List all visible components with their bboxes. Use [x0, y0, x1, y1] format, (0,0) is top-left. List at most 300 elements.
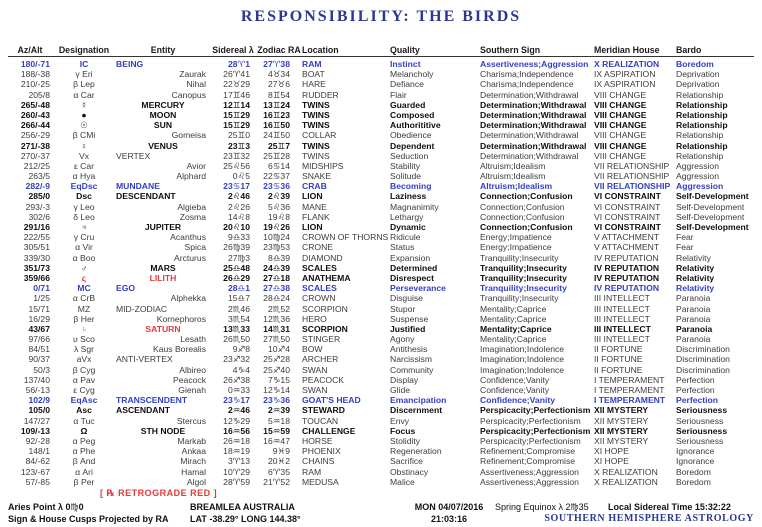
meridian-house-cell: IV REPUTATION — [594, 262, 660, 273]
bardo-cell: Boredom — [676, 466, 711, 477]
designation-cell: α CrB — [72, 293, 96, 304]
designation-cell: ε Car — [73, 160, 95, 171]
entity-cell: Stercus — [176, 415, 206, 426]
designation-cell: Vx — [78, 150, 90, 161]
table-row — [8, 212, 754, 222]
table-row — [8, 344, 754, 354]
southern-sign-cell: Tranquility;Insecurity — [480, 283, 567, 294]
zodiac-ra-cell: 4♉34 — [267, 69, 290, 80]
southern-sign-cell: Perspicacity;Perfectionism — [480, 415, 581, 426]
entity-cell: BEING — [116, 59, 144, 69]
quality-cell: Laziness — [390, 191, 427, 202]
location-cell: TWINS — [302, 99, 330, 110]
bardo-cell: Relationship — [676, 89, 724, 100]
bardo-cell: Discrimination — [676, 354, 730, 365]
southern-sign-cell: Determination;Withdrawal — [480, 140, 587, 151]
location-cell: GOAT'S HEAD — [302, 395, 361, 406]
sidereal-cell: 15♊29 — [223, 120, 250, 131]
entity-cell: VENUS — [148, 140, 178, 151]
quality-cell: Dynamic — [390, 222, 426, 232]
azalt-cell: 359/66 — [23, 272, 50, 283]
azalt-cell: 56/-13 — [25, 385, 50, 395]
southern-sign-cell: Charisma;Independence — [480, 79, 574, 90]
meridian-house-cell: III INTELLECT — [594, 323, 651, 334]
table-row — [8, 120, 754, 130]
designation-cell: ε Cyg — [73, 385, 95, 395]
entity-cell: Nihal — [186, 79, 206, 90]
table-row — [8, 202, 754, 212]
aries-point-value: λ 0♍0 — [58, 502, 84, 512]
southern-sign-cell: Altruism;Idealism — [480, 171, 546, 182]
azalt-cell: 282/-9 — [25, 181, 50, 192]
table-row — [8, 365, 754, 375]
quality-cell: Obstinacy — [390, 466, 429, 477]
zodiac-ra-cell: 7♑15 — [267, 374, 290, 385]
azalt-cell: 16/29 — [28, 313, 50, 324]
table-row — [8, 110, 754, 120]
sidereal-cell: 12♊14 — [223, 99, 250, 110]
table-row — [8, 79, 754, 89]
quality-cell: Suspense — [390, 313, 429, 324]
sidereal-cell: 26♍39 — [223, 242, 250, 253]
quality-cell: Stability — [390, 160, 421, 171]
designation-cell: β Lep — [73, 79, 95, 90]
southern-sign-cell: Energy;Impatience — [480, 242, 552, 253]
sidereal-cell: 23♑17 — [223, 395, 250, 406]
table-row — [8, 263, 754, 273]
sidereal-cell: 3♏54 — [227, 313, 250, 324]
azalt-cell: 148/1 — [28, 446, 50, 457]
designation-cell: γ Leo — [73, 201, 95, 212]
location-cell: CRAB — [302, 181, 327, 192]
azalt-cell: 84/-62 — [25, 456, 50, 467]
southern-sign-cell: Mentality;Caprice — [480, 303, 547, 314]
meridian-house-cell: III INTELLECT — [594, 313, 650, 324]
bardo-cell: Discrimination — [676, 364, 730, 375]
southern-sign-cell: Determination;Withdrawal — [480, 99, 587, 110]
aries-point-label: Aries Point — [8, 502, 56, 512]
quality-cell: Disrespect — [390, 272, 434, 283]
meridian-house-cell: I TEMPERAMENT — [594, 395, 666, 406]
entity-cell: Canopus — [171, 89, 206, 100]
meridian-house-cell: VI CONSTRAINT — [594, 201, 661, 212]
designation-cell: IC — [79, 59, 89, 69]
table-row — [8, 141, 754, 151]
zodiac-ra-cell: 19♌26 — [263, 222, 290, 232]
southern-sign-cell: Connection;Confusion — [480, 211, 565, 222]
azalt-cell: 222/55 — [23, 232, 50, 243]
entity-cell: Mirach — [180, 456, 206, 467]
location-cell: MEDUSA — [302, 476, 339, 487]
azalt-cell: 260/-43 — [20, 109, 50, 120]
zodiac-ra-cell: 6♋14 — [267, 160, 290, 171]
southern-sign-cell: Mentality;Caprice — [480, 313, 547, 324]
table-row — [8, 253, 754, 263]
quality-cell: Justified — [390, 323, 426, 334]
zodiac-ra-cell: 27♎38 — [263, 283, 290, 294]
entity-cell: DESCENDANT — [116, 191, 176, 202]
bardo-cell: Self-Development — [676, 222, 749, 232]
entity-cell: STH NODE — [140, 425, 186, 436]
azalt-cell: 351/73 — [23, 262, 50, 273]
sidereal-cell: 13♏33 — [223, 323, 250, 334]
location-cell: TWINS — [302, 109, 330, 120]
zodiac-ra-cell: 22♋37 — [263, 171, 290, 182]
quality-cell: Antithesis — [390, 344, 428, 355]
azalt-cell: 302/6 — [28, 211, 50, 222]
sidereal-cell: 0♌5 — [232, 171, 250, 182]
bardo-cell: Deprivation — [676, 69, 720, 80]
entity-cell: Zaurak — [179, 69, 206, 80]
table-body — [8, 59, 754, 487]
entity-cell: LILITH — [149, 272, 177, 283]
quality-cell: Stupor — [390, 303, 416, 314]
entity-cell: Ankaa — [181, 446, 206, 457]
location-cell: LION — [302, 222, 323, 232]
table-row — [8, 222, 754, 232]
entity-cell: EGO — [116, 283, 136, 294]
sidereal-cell: 17♊46 — [223, 89, 250, 100]
sidereal-cell: 12♑29 — [223, 415, 250, 426]
azalt-cell: 1/25 — [33, 293, 50, 304]
bardo-cell: Relativity — [676, 283, 715, 294]
southern-sign-cell: Confidence;Vanity — [480, 385, 550, 395]
location-cell: BOW — [302, 344, 323, 355]
bardo-cell: Aggression — [676, 171, 719, 182]
bardo-cell: Self-Development — [676, 201, 745, 212]
table-row — [8, 191, 754, 201]
entity-cell: Gomeisa — [171, 130, 206, 141]
sidereal-cell: 26♒18 — [223, 435, 250, 446]
azalt-cell: 109/-13 — [20, 425, 50, 436]
bardo-cell: Discrimination — [676, 344, 730, 355]
entity-cell: Kaus Borealis — [152, 344, 206, 355]
southern-sign-cell: Tranquility;Insecurity — [480, 252, 559, 263]
meridian-house-cell: XI HOPE — [594, 456, 629, 467]
designation-cell: α Car — [73, 89, 95, 100]
entity-cell: Zosma — [179, 211, 206, 222]
bardo-cell: Relationship — [676, 130, 724, 141]
bardo-cell: Perfection — [676, 385, 715, 395]
meridian-house-cell: III INTELLECT — [594, 303, 650, 314]
location-cell: TWINS — [302, 140, 330, 151]
quality-cell: Stolidity — [390, 435, 421, 446]
retrograde-legend: [ ℞ RETROGRADE RED ] — [100, 488, 218, 498]
sidereal-cell: 26♎29 — [223, 272, 250, 283]
sidereal-cell: 26♐38 — [223, 374, 250, 385]
designation-cell: ♀ — [80, 140, 88, 151]
sidereal-cell: 2♒46 — [227, 405, 250, 416]
bardo-cell: Perfection — [676, 374, 715, 385]
designation-cell: ♃ — [80, 222, 88, 232]
quality-cell: Becoming — [390, 181, 432, 192]
zodiac-ra-cell: 6♈35 — [267, 466, 290, 477]
entity-cell: MUNDANE — [116, 181, 160, 192]
quality-cell: Solitude — [390, 171, 422, 182]
zodiac-ra-cell: 25♐28 — [263, 354, 290, 365]
sidereal-cell: 25♎48 — [223, 262, 250, 273]
location-cell: CROWN OF THORNS — [302, 232, 389, 243]
southern-sign-cell: Determination;Withdrawal — [480, 109, 587, 120]
entity-cell: ASCENDANT — [116, 405, 170, 416]
table-row — [8, 100, 754, 110]
southern-sign-cell: Assertiveness;Aggression — [480, 59, 589, 69]
zodiac-ra-cell: 16♒47 — [263, 435, 290, 446]
sidereal-cell: 10♈29 — [223, 466, 250, 477]
column-header-azalt: Az/Alt — [17, 45, 43, 55]
sidereal-cell: 25♊0 — [227, 130, 250, 141]
location-cell: RUDDER — [302, 89, 339, 100]
azalt-cell: 50/3 — [33, 364, 50, 375]
bardo-cell: Fear — [676, 232, 694, 243]
azalt-cell: 105/0 — [28, 405, 50, 416]
bardo-cell: Seriousness — [676, 415, 724, 426]
azalt-cell: 271/-38 — [20, 140, 50, 151]
table-row — [8, 69, 754, 79]
table-row — [8, 273, 754, 283]
quality-cell: Community — [390, 364, 434, 375]
entities-table — [8, 44, 754, 487]
bardo-cell: Relationship — [676, 140, 728, 151]
location-cell: TWINS — [302, 120, 330, 131]
bardo-cell: Relationship — [676, 120, 728, 131]
quality-cell: Regeneration — [390, 446, 442, 457]
location-cell: PEACOCK — [302, 374, 345, 385]
southern-sign-cell: Determination;Withdrawal — [480, 120, 587, 131]
zodiac-ra-cell: 2♌39 — [267, 191, 290, 202]
southern-sign-cell: Imagination;Indolence — [480, 364, 565, 375]
location-name: BREAMLEA AUSTRALIA — [190, 502, 295, 512]
entity-cell: Acanthus — [170, 232, 206, 243]
designation-cell: β And — [72, 456, 96, 467]
entity-cell: Hamal — [181, 466, 206, 477]
southern-sign-cell: Determination;Withdrawal — [480, 130, 579, 141]
quality-cell: Ridicule — [390, 232, 421, 243]
azalt-cell: 265/-48 — [20, 99, 50, 110]
designation-cell: γ Cru — [73, 232, 95, 243]
azalt-cell: 205/8 — [28, 89, 50, 100]
zodiac-ra-cell: 25♊28 — [263, 150, 290, 161]
bardo-cell: Fear — [676, 242, 694, 253]
bardo-cell: Relationship — [676, 99, 728, 110]
meridian-house-cell: VIII CHANGE — [594, 130, 647, 141]
bardo-cell: Paranoia — [676, 303, 711, 314]
entity-cell: SATURN — [145, 323, 181, 334]
sidereal-cell: 9♎33 — [227, 232, 250, 243]
sidereal-cell: 2♏46 — [227, 303, 250, 314]
designation-cell: aVx — [76, 354, 92, 365]
designation-cell: EqAsc — [70, 395, 98, 406]
southern-sign-cell: Assertiveness;Aggression — [480, 466, 579, 477]
bardo-cell: Perfection — [676, 395, 719, 406]
table-row — [8, 59, 754, 69]
southern-sign-cell: Altruism;Idealism — [480, 160, 546, 171]
sidereal-cell: 23♋17 — [223, 181, 250, 192]
brand-name: SOUTHERN HEMISPHERE ASTROLOGY — [544, 513, 754, 524]
southern-sign-cell: Refinement;Compromise — [480, 456, 576, 467]
entity-cell: Kornephoros — [156, 313, 206, 324]
azalt-cell: 210/-25 — [20, 79, 50, 90]
azalt-cell: 43/67 — [28, 323, 50, 334]
bardo-cell: Seriousness — [676, 425, 728, 436]
bardo-cell: Deprivation — [676, 79, 720, 90]
designation-cell: α Ari — [75, 466, 93, 477]
table-row — [8, 416, 754, 426]
azalt-cell: 305/51 — [23, 242, 50, 253]
location-cell: BOAT — [302, 69, 325, 80]
entity-cell: Alphekka — [170, 293, 206, 304]
location-cell: TOUCAN — [302, 415, 339, 426]
sidereal-cell: 28♈1 — [227, 59, 250, 69]
meridian-house-cell: V ATTACHMENT — [594, 232, 660, 243]
meridian-house-cell: I TEMPERAMENT — [594, 374, 665, 385]
southern-sign-cell: Charisma;Independence — [480, 69, 574, 80]
sidereal-cell: 2♌46 — [227, 191, 250, 202]
quality-cell: Malice — [390, 476, 415, 487]
azalt-cell: 285/0 — [28, 191, 50, 202]
azalt-cell: 97/66 — [28, 334, 50, 345]
designation-cell: β Her — [73, 313, 95, 324]
lat-long: LAT -38.29° LONG 144.38° — [190, 514, 301, 524]
meridian-house-cell: III INTELLECT — [594, 334, 650, 345]
zodiac-ra-cell: 28♎24 — [263, 293, 290, 304]
meridian-house-cell: VII RELATIONSHIP — [594, 160, 670, 171]
designation-cell: υ Sco — [73, 334, 95, 345]
entity-cell: MERCURY — [141, 99, 185, 110]
quality-cell: Guarded — [390, 99, 426, 110]
azalt-cell: 256/-29 — [20, 130, 50, 141]
zodiac-ra-cell: 2♒39 — [267, 405, 290, 416]
table-row — [8, 130, 754, 140]
azalt-cell: 57/-85 — [25, 476, 50, 487]
quality-cell: Lethargy — [390, 211, 424, 222]
bardo-cell: Aggression — [676, 160, 719, 171]
designation-cell: β Per — [73, 476, 95, 487]
table-row — [8, 446, 754, 456]
meridian-house-cell: I TEMPERAMENT — [594, 385, 665, 395]
sidereal-cell: 23♊32 — [223, 150, 250, 161]
meridian-house-cell: VIII CHANGE — [594, 150, 647, 161]
azalt-cell: 188/-38 — [20, 69, 50, 80]
location-cell: PHOENIX — [302, 446, 341, 457]
meridian-house-cell: VIII CHANGE — [594, 89, 647, 100]
azalt-cell: 180/-71 — [20, 59, 50, 69]
designation-cell: MZ — [77, 303, 91, 314]
bardo-cell: Paranoia — [676, 293, 711, 304]
sidereal-cell: 27♍3 — [227, 252, 250, 263]
table-row — [8, 375, 754, 385]
designation-cell: γ Eri — [75, 69, 93, 80]
meridian-house-cell: VII RELATIONSHIP — [594, 171, 670, 182]
azalt-cell: 0/71 — [33, 283, 50, 294]
location-cell: LION — [302, 191, 323, 202]
location-cell: HARE — [302, 79, 326, 90]
meridian-house-cell: II FORTUNE — [594, 354, 643, 365]
table-row — [8, 314, 754, 324]
page-title: RESPONSIBILITY: THE BIRDS — [240, 8, 522, 25]
southern-sign-cell: Confidence;Vanity — [480, 395, 555, 406]
meridian-house-cell: II FORTUNE — [594, 344, 643, 355]
designation-cell: α Phe — [72, 446, 96, 457]
southern-sign-cell: Refinement;Compromise — [480, 446, 576, 457]
bardo-cell: Ignorance — [676, 446, 715, 457]
location-cell: RAM — [302, 466, 322, 477]
azalt-cell: 123/-67 — [20, 466, 50, 477]
zodiac-ra-cell: 25♊7 — [267, 140, 290, 151]
bardo-cell: Boredom — [676, 59, 714, 69]
azalt-cell: 15/71 — [28, 303, 50, 314]
southern-sign-cell: Determination;Withdrawal — [480, 150, 579, 161]
zodiac-ra-cell: 23♍53 — [263, 242, 290, 253]
meridian-house-cell: VI CONSTRAINT — [594, 211, 661, 222]
sidereal-cell: 2♌26 — [227, 201, 250, 212]
column-header-bardo: Bardo — [676, 45, 702, 55]
zodiac-ra-cell: 27♈38 — [263, 59, 290, 69]
designation-cell: ♄ — [80, 323, 88, 334]
location-cell: TWINS — [302, 150, 330, 161]
sidereal-cell: 16♒56 — [223, 425, 250, 436]
table-row — [8, 334, 754, 344]
sidereal-cell: 15♎7 — [227, 293, 250, 304]
table-row — [8, 456, 754, 466]
location-cell: RAM — [302, 59, 322, 69]
entity-cell: ANTI-VERTEX — [116, 354, 173, 365]
zodiac-ra-cell: 5♌36 — [267, 201, 290, 212]
meridian-house-cell: II FORTUNE — [594, 364, 643, 375]
quality-cell: Glide — [390, 385, 411, 395]
southern-sign-cell: Connection;Confusion — [480, 222, 573, 232]
designation-cell: Ω — [80, 425, 88, 436]
table-row — [8, 395, 754, 405]
sidereal-cell: 0♒33 — [227, 385, 250, 395]
quality-cell: Perseverance — [390, 283, 446, 294]
location-cell: SWAN — [302, 385, 328, 395]
zodiac-ra-cell: 21♈52 — [263, 476, 290, 487]
table-row — [8, 90, 754, 100]
quality-cell: Flair — [390, 89, 407, 100]
sidereal-cell: 28♎1 — [227, 283, 250, 294]
zodiac-ra-cell: 19♌8 — [267, 211, 290, 222]
sidereal-cell: 22♉29 — [223, 79, 250, 90]
designation-cell: MC — [77, 283, 91, 294]
entity-cell: Arcturus — [174, 252, 206, 263]
quality-cell: Melancholy — [390, 69, 434, 80]
sidereal-cell: 9♐8 — [232, 344, 250, 355]
designation-cell: α Tuc — [73, 415, 95, 426]
azalt-cell: 137/40 — [23, 374, 50, 385]
quality-cell: Instinct — [390, 59, 421, 69]
table-row — [8, 436, 754, 446]
designation-cell: Dsc — [76, 191, 92, 202]
quality-cell: Composed — [390, 109, 435, 120]
location-cell: HORSE — [302, 435, 333, 446]
sidereal-cell: 15♊29 — [223, 109, 250, 120]
location-cell: COLLAR — [302, 130, 337, 141]
designation-cell: β CMi — [72, 130, 96, 141]
entity-cell: VERTEX — [116, 150, 151, 161]
table-row — [8, 161, 754, 171]
column-header-quality: Quality — [390, 45, 420, 55]
quality-cell: Display — [390, 374, 419, 385]
azalt-cell: 147/27 — [23, 415, 50, 426]
southern-sign-cell: Connection;Confusion — [480, 191, 573, 202]
location-cell: FLANK — [302, 211, 330, 222]
zodiac-ra-cell: 24♎39 — [263, 262, 290, 273]
zodiac-ra-cell: 16♊23 — [263, 109, 290, 120]
southern-sign-cell: Tranquility;Insecurity — [480, 262, 567, 273]
entity-cell: Markab — [177, 435, 206, 446]
azalt-cell: 84/51 — [28, 344, 50, 355]
